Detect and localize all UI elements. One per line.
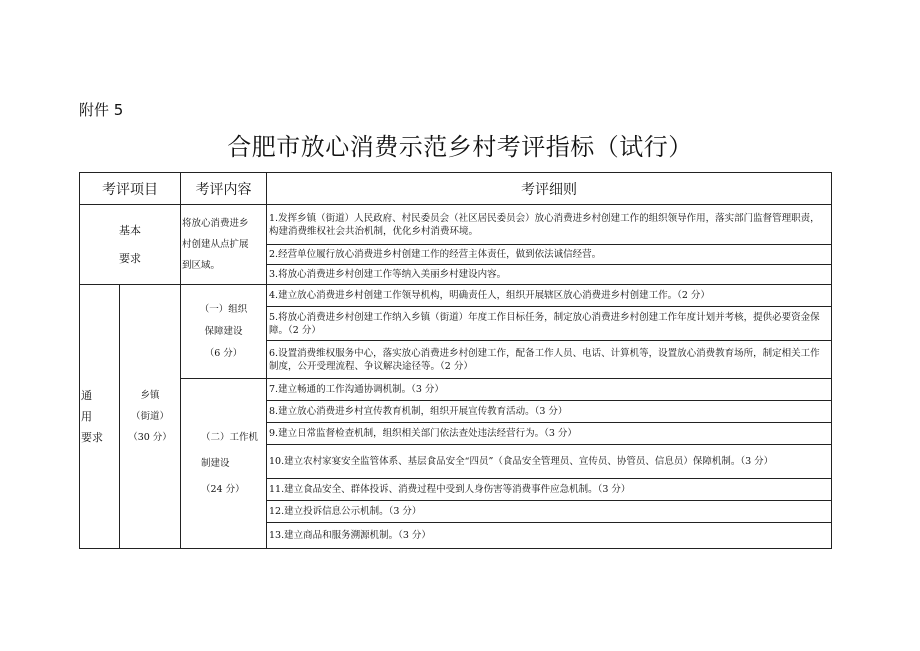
- general-requirement-label: 通用 要求: [80, 285, 120, 549]
- detail-item-3: 3.将放心消费进乡村创建工作等纳入美丽乡村建设内容。: [267, 265, 832, 285]
- evaluation-table: [79, 172, 832, 549]
- basic-requirement-content: 将放心消费进乡 村创建从点扩展 到区域。: [181, 205, 267, 285]
- detail-item-9: 9.建立日常监督检查机制，组织相关部门依法查处违法经营行为。（3 分）: [267, 423, 832, 445]
- table-row: [80, 285, 832, 307]
- detail-item-6: 6.设置消费维权服务中心，落实放心消费进乡村创建工作，配备工作人员、电话、计算机等，设置放心消费教育场所，制定相关工作制度，公开受理流程、争议解决途径等。（2 分）: [267, 341, 832, 379]
- detail-item-13: 13.建立商品和服务溯源机制。（3 分）: [267, 523, 832, 549]
- category-org-guarantee: （一）组织 保障建设 （6 分）: [181, 285, 267, 379]
- detail-item-12: 12.建立投诉信息公示机制。（3 分）: [267, 501, 832, 523]
- detail-item-2: 2.经营单位履行放心消费进乡村创建工作的经营主体责任，做到依法诚信经营。: [267, 245, 832, 265]
- table-row: [80, 205, 832, 245]
- detail-item-4: 4.建立放心消费进乡村创建工作领导机构，明确责任人，组织开展辖区放心消费进乡村创建工作。（2 分）: [267, 285, 832, 307]
- detail-item-1: 1.发挥乡镇（街道）人民政府、村民委员会（社区居民委员会）放心消费进乡村创建工作的组织领导作用，落实部门监督管理职责，构建消费维权社会共治机制，优化乡村消费环境。: [267, 205, 832, 245]
- detail-item-10: 10.建立农村家宴安全监管体系、基层食品安全“四员”（食品安全管理员、宣传员、协管员、信息员）保障机制。（3 分）: [267, 445, 832, 479]
- header-content: 考评内容: [181, 173, 267, 205]
- header-item: 考评项目: [80, 173, 181, 205]
- table-header-row: [80, 173, 832, 205]
- township-subject: 乡镇 （街道） （30 分）: [120, 285, 181, 549]
- document-title: 合肥市放心消费示范乡村考评指标（试行）: [227, 133, 693, 161]
- detail-item-11: 11.建立食品安全、群体投诉、消费过程中受到人身伤害等消费事件应急机制。（3 分）: [267, 479, 832, 501]
- category-work-mechanism: （二）工作机 制建设 （24 分）: [181, 379, 267, 549]
- detail-item-7: 7.建立畅通的工作沟通协调机制。（3 分）: [267, 379, 832, 401]
- basic-requirement-label: 基本 要求: [80, 205, 181, 285]
- attachment-label: 附件 5: [79, 101, 124, 119]
- header-detail: 考评细则: [267, 173, 832, 205]
- detail-item-5: 5.将放心消费进乡村创建工作纳入乡镇（街道）年度工作目标任务，制定放心消费进乡村创建工作年度计划并考核，提供必要资金保障。（2 分）: [267, 307, 832, 341]
- table-row: [80, 379, 832, 401]
- detail-item-8: 8.建立放心消费进乡村宣传教育机制，组织开展宣传教育活动。（3 分）: [267, 401, 832, 423]
